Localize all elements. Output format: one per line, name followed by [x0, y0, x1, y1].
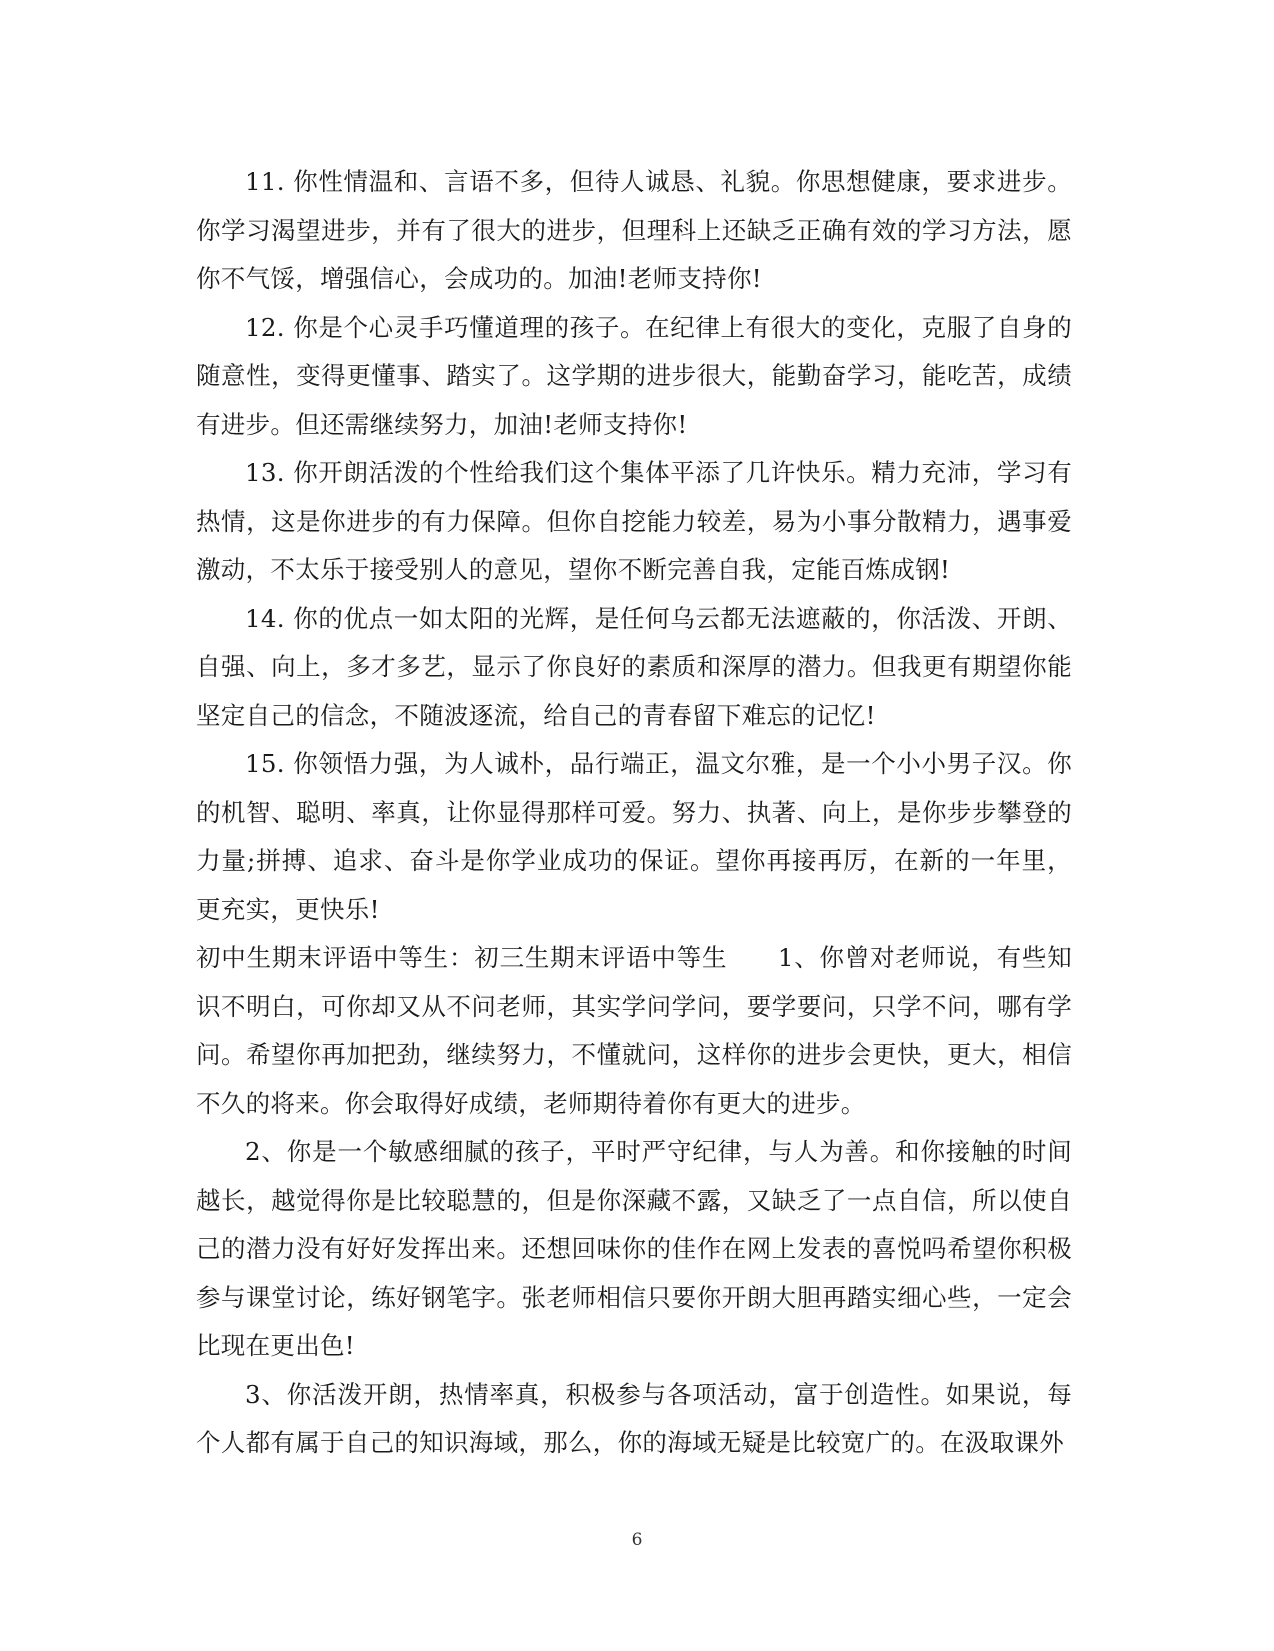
paragraph-13: 13. 你开朗活泼的个性给我们这个集体平添了几许快乐。精力充沛，学习有热情，这是你进步的有力保障。但你自挖能力较差，易为小事分散精力，遇事爱激动，不太乐于接受别人的意见，望你不断完善自我，定能百炼成钢! — [196, 458, 1072, 584]
page-number: 6 — [631, 1530, 643, 1550]
paragraph-3: 3、你活泼开朗，热情率真，积极参与各项活动，富于创造性。如果说，每个人都有属于自己的知识海域，那么，你的海域无疑是比较宽广的。在汲取课外 — [196, 1379, 1072, 1457]
paragraph-2: 2、你是一个敏感细腻的孩子，平时严守纪律，与人为善。和你接触的时间越长，越觉得你是比较聪慧的，但是你深藏不露，又缺乏了一点自信，所以使自己的潜力没有好好发挥出来。还想回味你的佳作在网上发表的喜悦吗希望你积极参与课堂讨论，练好钢笔字。张老师相信只要你开朗大胆再踏实细心些，一定会比现在更出色! — [196, 1137, 1072, 1360]
section-heading-paragraph: 初中生期末评语中等生：初三生期末评语中等生 1、你曾对老师说，有些知识不明白，可你却又从不问老师，其实学问学问，要学要问，只学不问，哪有学问。希望你再加把劲，继续努力，不懂就问，这样你的进步会更快，更大，相信不久的将来。你会取得好成绩，老师期待着你有更大的进步。 — [196, 943, 1072, 1118]
paragraph-12: 12. 你是个心灵手巧懂道理的孩子。在纪律上有很大的变化，克服了自身的随意性，变得更懂事、踏实了。这学期的进步很大，能勤奋学习，能吃苦，成绩有进步。但还需继续努力，加油!老师支持你! — [196, 312, 1072, 439]
paragraph-15: 15. 你领悟力强，为人诚朴，品行端正，温文尔雅，是一个小小男子汉。你的机智、聪明、率真，让你显得那样可爱。努力、执著、向上，是你步步攀登的力量;拼搏、追求、奋斗是你学业成功的保证。望你再接再厉，在新的一年里，更充实，更快乐! — [196, 749, 1072, 924]
document-body — [196, 158, 1072, 1468]
paragraph-14: 14. 你的优点一如太阳的光辉，是任何乌云都无法遮蔽的，你活泼、开朗、自强、向上，多才多艺，显示了你良好的素质和深厚的潜力。但我更有期望你能坚定自己的信念，不随波逐流，给自己的青春留下难忘的记忆! — [196, 603, 1072, 730]
paragraph-11: 11. 你性情温和、言语不多，但待人诚恳、礼貌。你思想健康，要求进步。你学习渴望进步，并有了很大的进步，但理科上还缺乏正确有效的学习方法，愿你不气馁，增强信心，会成功的。加油!老师支持你! — [196, 167, 1072, 293]
